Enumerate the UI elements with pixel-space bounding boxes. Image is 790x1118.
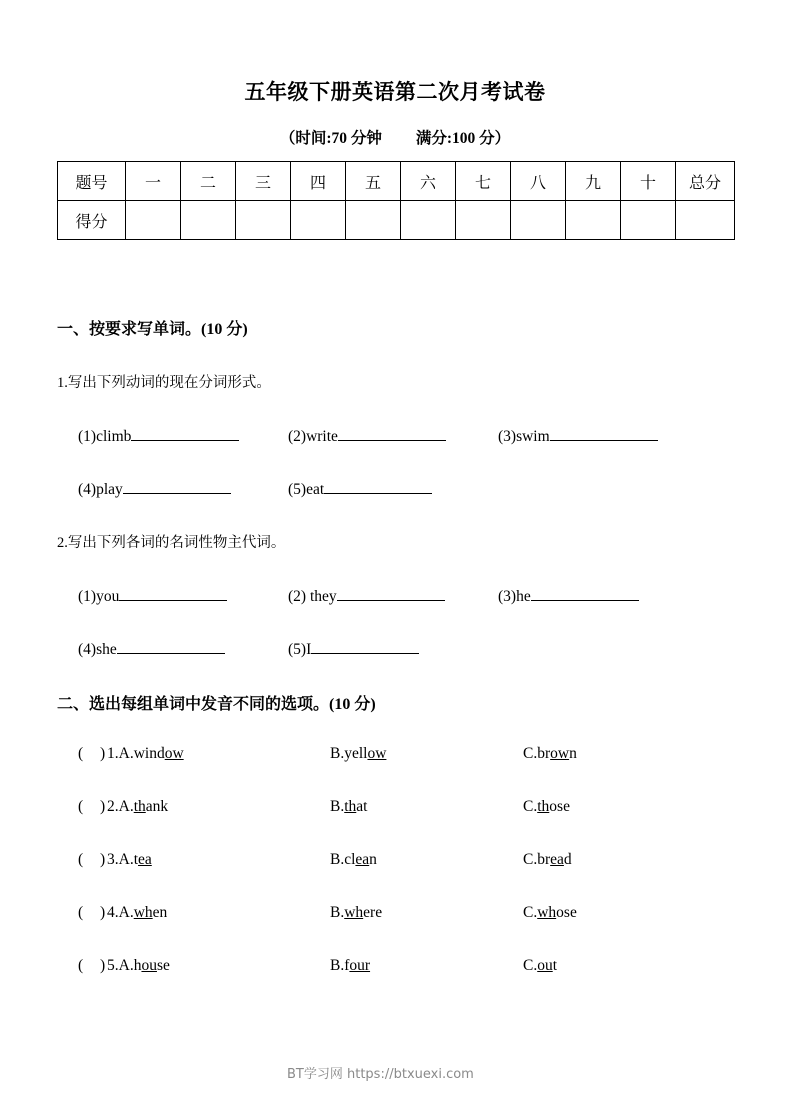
item-1-2-word: write <box>306 428 338 445</box>
choice-4-c[interactable] <box>523 904 577 922</box>
score-cell-9[interactable] <box>566 201 621 240</box>
item-2-3-label: (3) <box>498 588 517 605</box>
choice-5-a-pre: h <box>133 957 142 974</box>
answer-box-1[interactable] <box>78 745 108 763</box>
item-2-4-answer-blank[interactable] <box>117 639 225 654</box>
exam-total-score: 满分:100 分） <box>415 130 511 147</box>
item-1-1-word: climb <box>96 428 132 445</box>
item-1-4 <box>78 479 231 499</box>
choice-1-number: 1. <box>107 745 119 762</box>
choice-1-a-tag: A. <box>118 745 134 762</box>
item-1-5-answer-blank[interactable] <box>324 479 432 494</box>
score-cell-1[interactable] <box>126 201 181 240</box>
item-1-3-label: (3) <box>498 428 517 445</box>
item-1-5-word: eat <box>306 481 325 498</box>
choice-4-a[interactable] <box>107 904 167 922</box>
paren-open-5: ( <box>78 957 84 974</box>
choice-2-a-post: ank <box>145 798 169 815</box>
item-2-1-answer-blank[interactable] <box>119 586 227 601</box>
score-table-col-8: 八 <box>511 162 566 201</box>
exam-subtitle <box>0 126 790 148</box>
score-table <box>57 161 735 240</box>
item-2-2-word: they <box>306 588 337 605</box>
answer-box-5[interactable] <box>78 957 108 975</box>
paren-open-3: ( <box>78 851 84 868</box>
choice-4-c-tag: C. <box>523 904 538 921</box>
choice-1-b[interactable] <box>330 745 386 763</box>
choice-1-c[interactable] <box>523 745 577 763</box>
choice-2-c-tag: C. <box>523 798 538 815</box>
answer-box-4[interactable] <box>78 904 108 922</box>
choice-4-a-post: en <box>152 904 168 921</box>
item-2-3-answer-blank[interactable] <box>531 586 639 601</box>
choice-5-b-mark: our <box>349 957 371 974</box>
item-1-1-label: (1) <box>78 428 97 445</box>
page-title: 五年级下册英语第二次月考试卷 <box>244 80 546 104</box>
item-2-1-label: (1) <box>78 588 97 605</box>
item-1-3-word: swim <box>516 428 550 445</box>
item-1-2-answer-blank[interactable] <box>338 426 446 441</box>
choice-2-number: 2. <box>107 798 119 815</box>
score-cell-8[interactable] <box>511 201 566 240</box>
choice-4-b[interactable] <box>330 904 382 922</box>
choice-2-b-tag: B. <box>330 798 345 815</box>
choice-1-c-tag: C. <box>523 745 538 762</box>
table-row-score <box>58 201 735 240</box>
paren-close-1: ) <box>100 745 106 762</box>
choice-3-a-mark: ea <box>138 851 152 868</box>
choice-1-c-post: n <box>569 745 577 762</box>
choice-3-c-post: d <box>563 851 572 868</box>
choice-3-a-tag: A. <box>118 851 134 868</box>
choice-2-a[interactable] <box>107 798 168 816</box>
score-cell-7[interactable] <box>456 201 511 240</box>
item-1-1 <box>78 426 239 446</box>
score-cell-2[interactable] <box>181 201 236 240</box>
item-2-2 <box>288 586 445 606</box>
site-watermark: BT学习网 https://btxuexi.com <box>287 1067 474 1082</box>
choice-5-c-tag: C. <box>523 957 538 974</box>
item-2-1-word: you <box>96 588 120 605</box>
choice-3-b[interactable] <box>330 851 377 869</box>
score-table-col-2: 二 <box>181 162 236 201</box>
choice-3-b-post: n <box>369 851 377 868</box>
item-2-3 <box>498 586 639 606</box>
table-row-header <box>58 162 735 201</box>
choice-4-a-mark: wh <box>133 904 153 921</box>
score-table-col-1: 一 <box>126 162 181 201</box>
choice-4-c-mark: wh <box>537 904 557 921</box>
score-table-col-10: 十 <box>621 162 676 201</box>
score-table-col-3: 三 <box>236 162 291 201</box>
choice-1-b-mark: ow <box>367 745 387 762</box>
item-1-4-label: (4) <box>78 481 97 498</box>
choice-1-c-pre: br <box>537 745 551 762</box>
choice-1-a-mark: ow <box>164 745 184 762</box>
score-table-col-5: 五 <box>346 162 401 201</box>
item-2-2-answer-blank[interactable] <box>337 586 445 601</box>
score-table-col-4: 四 <box>291 162 346 201</box>
item-2-3-word: he <box>516 588 531 605</box>
item-2-4-word: she <box>96 641 117 658</box>
paren-open-2: ( <box>78 798 84 815</box>
choice-2-c-post: ose <box>549 798 570 815</box>
item-1-1-answer-blank[interactable] <box>131 426 239 441</box>
item-2-2-label: (2) <box>288 588 307 605</box>
choice-2-a-mark: th <box>133 798 146 815</box>
choice-5-a-tag: A. <box>118 957 134 974</box>
item-1-2-label: (2) <box>288 428 307 445</box>
paren-close-2: ) <box>100 798 106 815</box>
choice-1-a-pre: wind <box>133 745 165 762</box>
score-cell-3[interactable] <box>236 201 291 240</box>
choice-5-number: 5. <box>107 957 119 974</box>
score-cell-total[interactable] <box>676 201 735 240</box>
item-1-5 <box>288 479 432 499</box>
choice-2-a-tag: A. <box>118 798 134 815</box>
choice-4-c-post: ose <box>556 904 577 921</box>
choice-question-1 <box>0 745 790 767</box>
choice-5-c-post: t <box>552 957 558 974</box>
paren-close-4: ) <box>100 904 106 921</box>
score-table-row-label-score: 得分 <box>58 201 126 240</box>
item-2-5 <box>288 639 419 659</box>
choice-1-a[interactable] <box>107 745 184 763</box>
choice-5-b-pre: f <box>344 957 350 974</box>
score-table-col-7: 七 <box>456 162 511 201</box>
choice-5-a-post: se <box>156 957 170 974</box>
score-table-col-6: 六 <box>401 162 456 201</box>
choice-question-2 <box>0 798 790 820</box>
choice-5-a[interactable] <box>107 957 170 975</box>
exam-duration: （时间:70 分钟 <box>279 130 382 147</box>
choice-5-c[interactable] <box>523 957 557 975</box>
choice-5-b-tag: B. <box>330 957 345 974</box>
choice-5-b[interactable] <box>330 957 370 975</box>
choice-3-c[interactable] <box>523 851 572 869</box>
choice-5-c-mark: ou <box>537 957 553 974</box>
choice-4-b-mark: wh <box>344 904 364 921</box>
choice-3-a[interactable] <box>107 851 152 869</box>
choice-1-b-pre: yell <box>344 745 368 762</box>
choice-3-b-pre: cl <box>344 851 356 868</box>
choice-5-a-mark: ou <box>141 957 157 974</box>
score-cell-10[interactable] <box>621 201 676 240</box>
choice-2-b-post: at <box>356 798 368 815</box>
score-cell-6[interactable] <box>401 201 456 240</box>
choice-3-c-tag: C. <box>523 851 538 868</box>
score-table-row-label: 题号 <box>58 162 126 201</box>
section-1-heading: 一、按要求写单词。(10 分) <box>57 321 248 338</box>
choice-4-b-tag: B. <box>330 904 345 921</box>
choice-4-a-tag: A. <box>118 904 134 921</box>
choice-question-4 <box>0 904 790 926</box>
choice-2-b-mark: th <box>344 798 357 815</box>
item-1-2 <box>288 426 446 446</box>
paren-close-3: ) <box>100 851 106 868</box>
section-2-heading: 二、选出每组单词中发音不同的选项。(10 分) <box>57 696 376 713</box>
score-table-col-9: 九 <box>566 162 621 201</box>
choice-1-b-tag: B. <box>330 745 345 762</box>
choice-3-number: 3. <box>107 851 119 868</box>
choice-4-number: 4. <box>107 904 119 921</box>
choice-question-5 <box>0 957 790 979</box>
choice-3-b-mark: ea <box>355 851 370 868</box>
item-2-5-answer-blank[interactable] <box>311 639 419 654</box>
choice-3-b-tag: B. <box>330 851 345 868</box>
item-2-1 <box>78 586 227 606</box>
choice-3-a-pre: t <box>133 851 139 868</box>
item-1-4-answer-blank[interactable] <box>123 479 231 494</box>
item-2-5-word: I <box>306 641 312 658</box>
choice-2-c-mark: th <box>537 798 550 815</box>
paren-open-1: ( <box>78 745 84 762</box>
answer-box-2[interactable] <box>78 798 108 816</box>
choice-2-b[interactable] <box>330 798 367 816</box>
item-1-3 <box>498 426 658 446</box>
section-1-sub-1: 1.写出下列动词的现在分词形式。 <box>57 375 271 391</box>
section-1-sub-2: 2.写出下列各词的名词性物主代词。 <box>57 535 286 551</box>
choice-4-b-post: ere <box>363 904 383 921</box>
choice-1-c-mark: ow <box>550 745 570 762</box>
score-table-col-total: 总分 <box>676 162 735 201</box>
paren-close-5: ) <box>100 957 106 974</box>
answer-box-3[interactable] <box>78 851 108 869</box>
item-1-5-label: (5) <box>288 481 307 498</box>
paren-open-4: ( <box>78 904 84 921</box>
score-cell-4[interactable] <box>291 201 346 240</box>
choice-question-3 <box>0 851 790 873</box>
item-2-4-label: (4) <box>78 641 97 658</box>
choice-3-c-mark: ea <box>550 851 564 868</box>
choice-2-c[interactable] <box>523 798 570 816</box>
item-2-5-label: (5) <box>288 641 307 658</box>
score-cell-5[interactable] <box>346 201 401 240</box>
choice-3-c-pre: br <box>537 851 551 868</box>
item-2-4 <box>78 639 225 659</box>
item-1-3-answer-blank[interactable] <box>550 426 658 441</box>
item-1-4-word: play <box>96 481 123 498</box>
